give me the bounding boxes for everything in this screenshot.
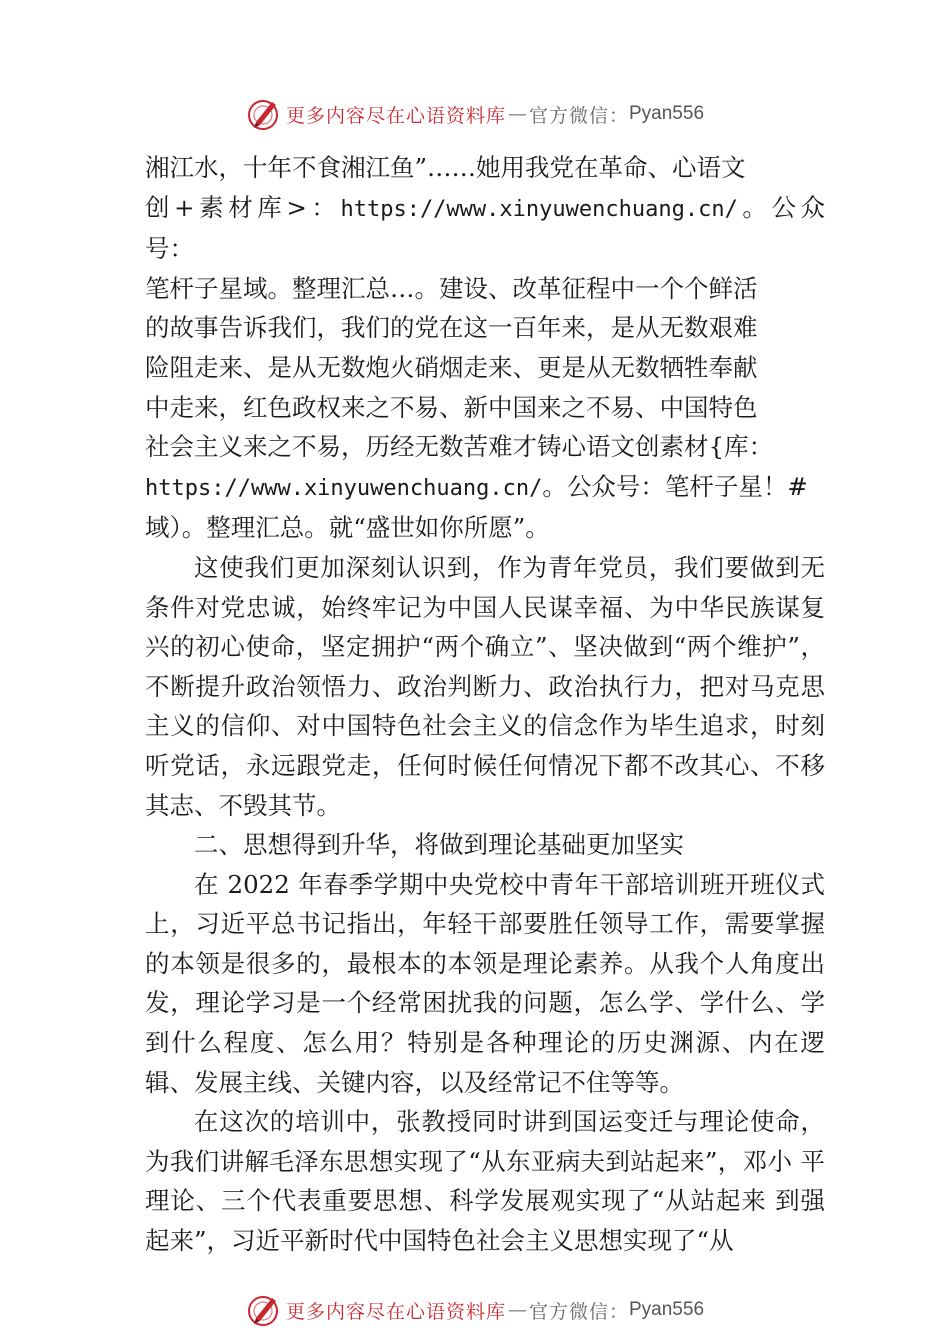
footer-wechat-id: Pyan556	[629, 1299, 705, 1320]
document-body	[145, 148, 825, 1261]
footer-brand: 更多内容尽在心语资料库	[285, 1300, 506, 1323]
p1-line-2a: 创+素材库>：	[145, 192, 341, 222]
footer-banner	[0, 1290, 950, 1330]
header-wechat-id: Pyan556	[629, 103, 705, 124]
p1-line-7: 社会主义来之不易，历经无数苦难才铸心语文创素材{库：	[145, 432, 774, 462]
p1-line-5: 险阻走来、是从无数炮火硝烟走来、更是从无数牺牲奉献	[145, 352, 758, 382]
p1-line-8b: 。公众号：笔杆子星！#	[542, 471, 808, 501]
header-wechat-label: 官方微信：	[528, 104, 629, 127]
header-banner	[0, 94, 950, 134]
paragraph-1	[145, 148, 825, 548]
p1-url-1: https://www.xinyuwenchuang.cn/	[340, 196, 738, 222]
paragraph-4: 在这次的培训中，张教授同时讲到国运变迁与理论使命，为我们讲解毛泽东思想实现了“从东亚病夫到站起来”，邓小 平理论、三个代表重要思想、科学发展观实现了“从站起来 到强起来”，习近平新时代中国特色社会主义思想实现了“从	[145, 1107, 825, 1256]
section-heading-2: 二、思想得到升华，将做到理论基础更加坚实	[194, 830, 684, 860]
p1-line-1: 湘江水，十年不食湘江鱼”……她用我党在革命、心语文	[145, 153, 746, 182]
header-brand: 更多内容尽在心语资料库	[285, 104, 506, 127]
p1-line-2c: 。公众号：	[145, 192, 826, 264]
p1-line-6: 中走来，红色政权来之不易、新中国来之不易、中国特色	[145, 392, 758, 422]
pen-nib-seal-icon	[246, 96, 282, 132]
header-separator: —	[507, 103, 527, 125]
pen-nib-seal-icon	[246, 1292, 282, 1328]
p1-url-2: https://www.xinyuwenchuang.cn/	[145, 475, 543, 501]
footer-separator: —	[507, 1299, 527, 1321]
p1-line-3: 笔杆子星域。整理汇总…。建设、改革征程中一个个鲜活	[145, 273, 758, 303]
p1-line-9: 域）。整理汇总。就“盛世如你所愿”。	[145, 513, 550, 543]
paragraph-3: 在 2022 年春季学期中央党校中青年干部培训班开班仪式上，习近平总书记指出，年轻干部要胜任领导工作，需要掌握的本领是很多的，最根本的本领是理论素养。从我个人角度出发，理论学习是一个经常困扰我的问题，怎么学、学什么、学到什么程度、怎么用？特别是各种理论的历史渊源、内在逻辑、发展主线、关键内容，以及经常记不住等等。	[145, 869, 825, 1097]
paragraph-2: 这使我们更加深刻认识到，作为青年党员，我们要做到无条件对党忠诚，始终牢记为中国人民谋幸福、为中华民族谋复兴的初心使命，坚定拥护“两个确立”、坚决做到“两个维护”，不断提升政治领悟力、政治判断力、政治执行力，把对马克思主义的信仰、对中国特色社会主义的信念作为毕生追求，时刻听党话，永远跟党走，任何时候任何情况下都不改其心、不移其志、不毁其节。	[145, 552, 825, 820]
footer-wechat-label: 官方微信：	[528, 1300, 629, 1323]
p1-line-4: 的故事告诉我们，我们的党在这一百年来，是从无数艰难	[145, 313, 758, 343]
